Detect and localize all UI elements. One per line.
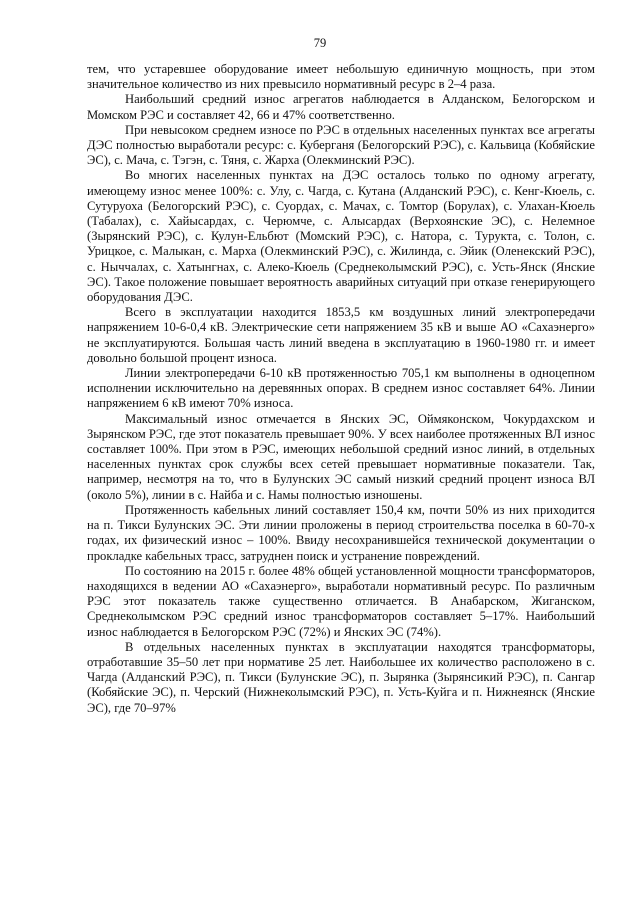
paragraph-10: В отдельных населенных пунктах в эксплуатации находятся трансформаторы, отработавшие 35–50 лет при нормативе 25 лет. Наибольшее их количество расположено в с. Чагда (Алданский РЭС), п. Тикси (Булунские ЭС), п. Зырянка (Зырянсикий РЭС), п. Сангар (Кобяйские ЭС), п. Черский (Нижнеколымский РЭС), п. Усть-Куйга и п. Нижнеянск (Янские ЭС), где 70–97% — [87, 639, 595, 715]
paragraph-3: При невысоком среднем износе по РЭС в отдельных населенных пунктах все агрегаты ДЭС полностью выработали ресурс: с. Куберганя (Белогорский РЭС), с. Кальвица (Кобяйские ЭС), с. Мача, с. Тэгэн, с. Тяня, с. Жарха (Олекминский РЭС). — [87, 122, 595, 168]
body-text — [87, 62, 595, 716]
paragraph-1: тем, что устаревшее оборудование имеет небольшую единичную мощность, при этом значительное количество из них превысило нормативный ресурс в 2–4 раза. — [87, 62, 595, 92]
page-number: 79 — [313, 36, 327, 50]
paragraph-8: Протяженность кабельных линий составляет 150,4 км, почти 50% из них приходится на п. Тикси Булунских ЭС. Эти линии проложены в период строительства поселка в 60-70-х годах, их физический износ – 100%. Ввиду несохранившейся технической документации о прокладке кабельных трасс, затруднен поиск и устранение повреждений. — [87, 502, 595, 563]
paragraph-4: Во многих населенных пунктах на ДЭС осталось только по одному агрегату, имеющему износ менее 100%: с. Улу, с. Чагда, с. Кутана (Алданский РЭС), с. Кенг-Кюель, с. Сутуруоха (Белогорский РЭС), с. Суордах, с. Мачах, с. Томтор (Борулах), с. Улахан-Кюель (Табалах), с. Хайысардах, с. Черюмче, с. Алысардах (Верхоянские ЭС), с. Нелемное (Зырянский РЭС), с. Кулун-Ельбют (Момский РЭС), с. Натора, с. Турукта, с. Толон, с. Урицкое, с. Малыкан, с. Марха (Олекминский РЭС), с. Жилинда, с. Эйик (Оленекский РЭС), с. Ныччалах, с. Хатынгнах, с. Алеко-Кюель (Среднеколымский РЭС), с. Усть-Янск (Янские ЭС). Такое положение повышает вероятность аварийных ситуаций при отказе генерирующего оборудования ДЭС. — [87, 168, 595, 305]
paragraph-6: Линии электропередачи 6-10 кВ протяженностью 705,1 км выполнены в одноцепном исполнении исключительно на деревянных опорах. В среднем износ составляет 64%. Линии напряжением 6 кВ имеют 70% износа. — [87, 366, 595, 411]
paragraph-2: Наибольший средний износ агрегатов наблюдается в Алданском, Белогорском и Момском РЭС и составляет 42, 66 и 47% соответственно. — [87, 92, 595, 122]
paragraph-7: Максимальный износ отмечается в Янских ЭС, Оймяконском, Чокурдахском и Зырянском РЭС, где этот показатель превышает 90%. У всех наиболее протяженных ВЛ износ составляет 100%. При этом в РЭС, имеющих небольшой средний износ линий, в отдельных населенных пунктах срок службы всех сетей превышает нормативные показатели. Так, например, несмотря на то, что в Булунских ЭС самый низкий средний процент износа ВЛ (около 5%), линии в с. Найба и с. Намы полностью изношены. — [87, 411, 595, 502]
paragraph-9: По состоянию на 2015 г. более 48% общей установленной мощности трансформаторов, находящихся в ведении АО «Сахаэнерго», выработали нормативный ресурс. По различным РЭС этот показатель также существенно отличается. В Анабарском, Жиганском, Среднеколымском РЭС средний износ трансформаторов составляет 5–17%. Наибольший износ наблюдается в Белогорском РЭС (72%) и Янских ЭС (74%). — [87, 563, 595, 639]
paragraph-5: Всего в эксплуатации находится 1853,5 км воздушных линий электропередачи напряжением 10-6-0,4 кВ. Электрические сети напряжением 35 кВ и выше АО «Сахаэнерго» не эксплуатируются. Большая часть линий введена в эксплуатацию в 1960-1980 гг. и имеет довольно большой процент износа. — [87, 305, 595, 365]
